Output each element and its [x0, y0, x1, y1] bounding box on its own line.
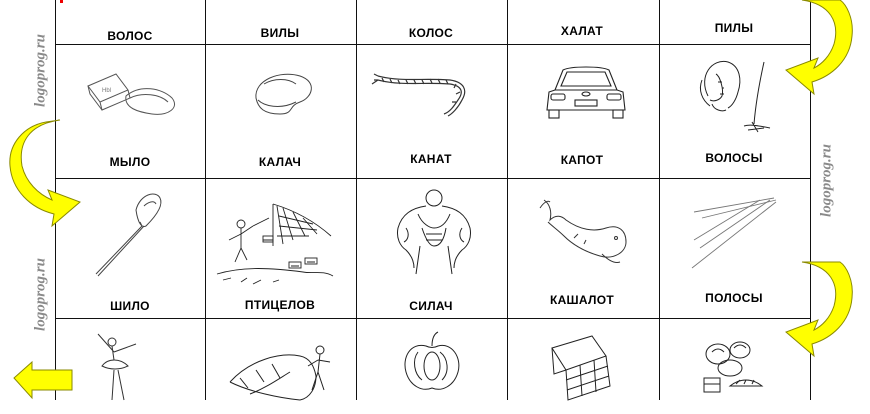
- word-mylo: МЫЛО: [109, 155, 151, 169]
- word-pticelov: ПТИЦЕЛОВ: [244, 298, 316, 312]
- bread-roll-icon: [240, 62, 360, 142]
- grid-col-divider-2: [356, 0, 357, 400]
- word-volosy: ВОЛОСЫ: [705, 151, 763, 165]
- word-kapot: КАПОТ: [560, 153, 604, 167]
- ballerina-icon: [84, 326, 204, 406]
- grid-col-divider-3: [507, 0, 508, 400]
- word-kolos: КОЛОС: [408, 26, 454, 40]
- rope-icon: [372, 60, 492, 140]
- soap-icon: [80, 58, 200, 138]
- word-volos: ВОЛОС: [107, 29, 153, 43]
- watermark-right: logoprog.ru: [818, 144, 835, 217]
- word-kashalot: КАШАЛОТ: [549, 293, 615, 307]
- awl-icon: [84, 186, 204, 296]
- fisherman-icon: [220, 332, 350, 412]
- word-halat: ХАЛАТ: [560, 24, 604, 38]
- strongman-icon: [382, 184, 502, 294]
- word-shilo: ШИЛО: [110, 299, 150, 313]
- word-pily: ПИЛЫ: [714, 21, 754, 35]
- chocolate-icon: [544, 330, 664, 410]
- bird-catcher-icon: [213, 196, 343, 296]
- svg-text:Hbl: Hbl: [102, 88, 112, 94]
- red-corner-mark: [60, 0, 63, 3]
- word-kalach: КАЛАЧ: [258, 155, 302, 169]
- word-silach: СИЛАЧ: [409, 299, 453, 313]
- word-vily: ВИЛЫ: [260, 26, 300, 40]
- apple-icon: [396, 328, 506, 408]
- grid-row-divider-1: [55, 178, 811, 179]
- whale-icon: [534, 190, 654, 280]
- word-kanat: КАНАТ: [410, 152, 452, 166]
- watermark-left-top: logoprog.ru: [32, 34, 49, 107]
- arrow-right-top: [784, 0, 854, 100]
- watermark-left-bottom: logoprog.ru: [32, 258, 49, 331]
- arrow-right-bottom: [784, 262, 854, 362]
- car-icon: [541, 54, 661, 134]
- grid-row-divider-2: [55, 318, 811, 319]
- word-polosy: ПОЛОСЫ: [705, 291, 763, 305]
- grid-top-border: [55, 44, 811, 45]
- arrow-left-bottom: [14, 362, 74, 402]
- grid-col-divider-1: [205, 0, 206, 400]
- arrow-left-middle: [10, 120, 80, 230]
